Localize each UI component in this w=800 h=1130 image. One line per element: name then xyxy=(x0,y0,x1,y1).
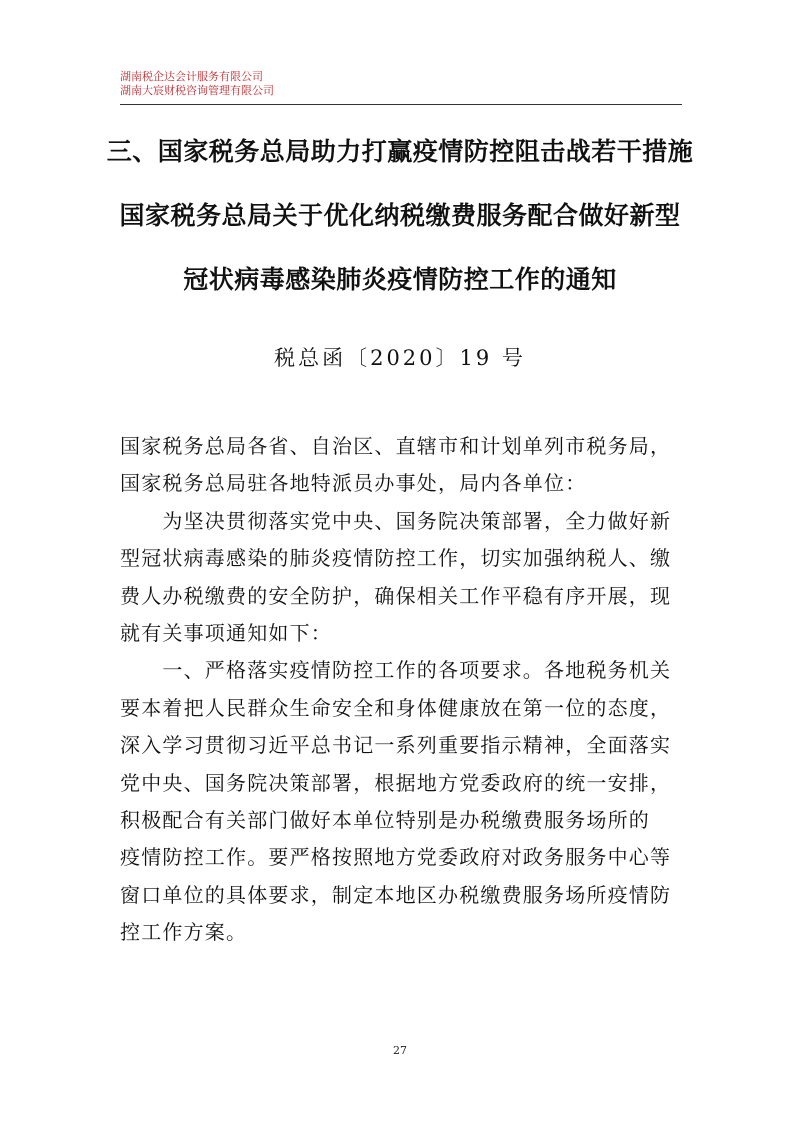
body-line: 控工作方案。 xyxy=(120,920,248,945)
body-line: 国家税务总局驻各地特派员办事处，局内各单位： xyxy=(120,471,587,496)
document-number: 税总函〔2020〕19 号 xyxy=(274,346,526,370)
body-line: 型冠状病毒感染的肺炎疫情防控工作，切实加强纳税人、缴 xyxy=(120,546,672,571)
body-line: 就有关事项通知如下： xyxy=(120,620,332,645)
body-line: 疫情防控工作。要严格按照地方党委政府对政务服务中心等 xyxy=(120,845,672,870)
body-line: 积极配合有关部门做好本单位特别是办税缴费服务场所的 xyxy=(120,807,650,832)
page-number: 27 xyxy=(393,1044,407,1057)
document-title-line-1: 国家税务总局关于优化纳税缴费服务配合做好新型 xyxy=(119,201,681,230)
section-heading: 三、国家税务总局助力打赢疫情防控阻击战若干措施 xyxy=(106,137,694,166)
body-line: 窗口单位的具体要求，制定本地区办税缴费服务场所疫情防 xyxy=(120,882,672,907)
body-line: 一、严格落实疫情防控工作的各项要求。各地税务机关 xyxy=(120,658,672,683)
document-body xyxy=(120,428,686,951)
header-divider xyxy=(120,104,682,105)
body-line: 国家税务总局各省、自治区、直辖市和计划单列市税务局， xyxy=(120,434,672,458)
page-header xyxy=(120,70,680,98)
body-line: 要本着把人民群众生命安全和身体健康放在第一位的态度， xyxy=(120,695,672,720)
body-line: 为坚决贯彻落实党中央、国务院决策部署，全力做好新 xyxy=(120,508,672,533)
header-company-2: 湖南大宸财税咨询管理有限公司 xyxy=(120,84,274,97)
header-company-1: 湖南税企达会计服务有限公司 xyxy=(120,70,263,83)
body-line: 费人办税缴费的安全防护，确保相关工作平稳有序开展，现 xyxy=(120,583,672,608)
body-line: 党中央、国务院决策部署，根据地方党委政府的统一安排， xyxy=(120,770,672,795)
body-line: 深入学习贯彻习近平总书记一系列重要指示精神，全面落实 xyxy=(120,733,672,758)
document-title-line-2: 冠状病毒感染肺炎疫情防控工作的通知 xyxy=(183,265,617,294)
